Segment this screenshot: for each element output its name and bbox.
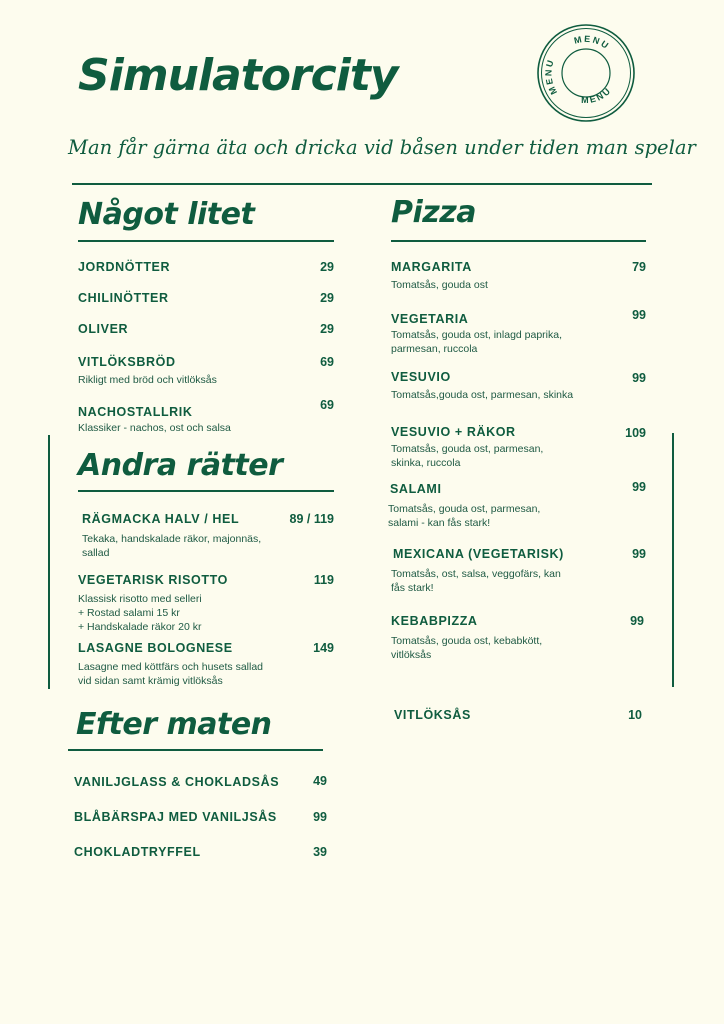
- menu-item: [78, 641, 263, 688]
- item-price: 49: [313, 774, 327, 788]
- svg-text:MENU: [581, 85, 613, 105]
- item-description: Lasagne med köttfärs och husets sallad: [78, 661, 264, 673]
- item-price: 69: [320, 398, 334, 412]
- item-price: 99: [630, 614, 644, 628]
- item-price: 99: [632, 547, 646, 561]
- item-description: Tomatsås, gouda ost, inlagd paprika,: [391, 329, 563, 341]
- item-name: MEXICANA (VEGETARISK): [393, 547, 564, 561]
- menu-item: [74, 845, 201, 859]
- menu-item: [78, 322, 128, 336]
- menu-item: [391, 614, 542, 662]
- item-name: SALAMI: [390, 482, 442, 496]
- item-name: CHILINÖTTER: [78, 291, 169, 305]
- svg-text:MENU: [543, 57, 559, 96]
- menu-item: [391, 312, 562, 356]
- item-name: VANILJGLASS & CHOKLADSÅS: [74, 775, 280, 789]
- item-price: 99: [632, 308, 646, 322]
- section-divider-other: [78, 490, 334, 492]
- section-divider-small: [78, 240, 334, 242]
- section-divider-pizza: [391, 240, 646, 242]
- item-price: 29: [320, 322, 334, 336]
- item-description: + Handskalade räkor 20 kr: [78, 621, 202, 633]
- item-description: parmesan, ruccola: [391, 343, 478, 355]
- svg-text:MENU: [573, 34, 612, 52]
- item-name: VESUVIO + RÄKOR: [391, 425, 516, 439]
- item-price: 29: [320, 260, 334, 274]
- item-price: 99: [632, 371, 646, 385]
- menu-item: [78, 573, 228, 634]
- section-title-dessert: Efter maten: [76, 707, 272, 742]
- item-name: JORDNÖTTER: [78, 260, 171, 274]
- item-price: 10: [628, 708, 642, 722]
- item-name: VEGETARIA: [391, 312, 469, 326]
- stamp-text-left: MENU: [543, 57, 560, 97]
- item-name: MARGARITA: [391, 260, 472, 274]
- item-name: KEBABPIZZA: [391, 614, 478, 628]
- stamp-text-top: MENU: [573, 33, 612, 52]
- item-price: 99: [313, 810, 327, 824]
- item-description: fås stark!: [391, 582, 434, 594]
- section-divider-dessert: [68, 749, 323, 751]
- menu-item: [74, 775, 279, 789]
- item-price: 69: [320, 355, 334, 369]
- item-description: salami - kan fås stark!: [388, 517, 491, 529]
- item-name: LASAGNE BOLOGNESE: [78, 641, 233, 655]
- item-price: 109: [625, 426, 646, 440]
- menu-stamp-logo: [535, 22, 637, 124]
- menu-item: [78, 260, 170, 274]
- item-description: Tomatsås, ost, salsa, veggofärs, kan: [391, 568, 561, 580]
- item-description: Tekaka, handskalade räkor, majonnäs,: [82, 533, 262, 545]
- item-price: 89 / 119: [289, 512, 334, 526]
- item-name: NACHOSTALLRIK: [78, 405, 193, 419]
- stamp-text-bottom: MENU: [581, 84, 614, 106]
- item-name: VITLÖKSBRÖD: [78, 355, 176, 369]
- item-price: 149: [313, 641, 334, 655]
- item-price: 99: [632, 480, 646, 494]
- item-description: Tomatsås, gouda ost, kebabkött,: [391, 635, 543, 647]
- item-description: skinka, ruccola: [391, 457, 461, 469]
- item-price: 29: [320, 291, 334, 305]
- left-side-bar: [48, 435, 50, 689]
- item-description: Klassisk risotto med selleri: [78, 593, 202, 605]
- item-price: 39: [313, 845, 327, 859]
- item-name: VITLÖKSÅS: [394, 708, 471, 722]
- brand-title: Simulatorcity: [78, 50, 398, 101]
- item-price: 79: [632, 260, 646, 274]
- item-description: vid sidan samt krämig vitlöksås: [78, 675, 223, 687]
- tagline: Man får gärna äta och dricka vid båsen under tiden man spelar: [68, 136, 696, 159]
- item-description: Rikligt med bröd och vitlöksås: [78, 374, 217, 386]
- item-name: VEGETARISK RISOTTO: [78, 573, 228, 587]
- item-description: sallad: [82, 547, 110, 559]
- item-description: Tomatsås, gouda ost, parmesan,: [391, 443, 544, 455]
- menu-item: [78, 291, 169, 305]
- menu-item: [78, 355, 217, 387]
- menu-item: [390, 482, 540, 530]
- menu-item: [394, 708, 471, 722]
- item-description: Tomatsås,gouda ost, parmesan, skinka: [391, 389, 574, 401]
- section-title-small: Något litet: [78, 197, 255, 232]
- item-description: vitlöksås: [391, 649, 432, 661]
- menu-item: [78, 405, 231, 435]
- header-divider: [72, 183, 652, 185]
- item-name: VESUVIO: [391, 370, 451, 384]
- section-title-other: Andra rätter: [78, 448, 283, 483]
- menu-item: [391, 425, 543, 470]
- menu-item: [393, 547, 564, 595]
- right-side-bar: [672, 433, 674, 687]
- item-name: RÄGMACKA HALV / HEL: [82, 512, 240, 526]
- section-title-pizza: Pizza: [391, 195, 476, 230]
- menu-item: [391, 260, 488, 292]
- item-name: CHOKLADTRYFFEL: [74, 845, 201, 859]
- item-price: 119: [313, 573, 334, 587]
- menu-item: [74, 810, 277, 824]
- menu-item: [82, 512, 261, 560]
- menu-item: [391, 370, 573, 402]
- item-name: BLÅBÄRSPAJ MED VANILJSÅS: [74, 810, 277, 824]
- item-description: Tomatsås, gouda ost: [391, 279, 488, 291]
- item-description: + Rostad salami 15 kr: [78, 607, 180, 619]
- item-name: OLIVER: [78, 322, 129, 336]
- item-description: Tomatsås, gouda ost, parmesan,: [388, 503, 541, 515]
- item-description: Klassiker - nachos, ost och salsa: [78, 422, 231, 434]
